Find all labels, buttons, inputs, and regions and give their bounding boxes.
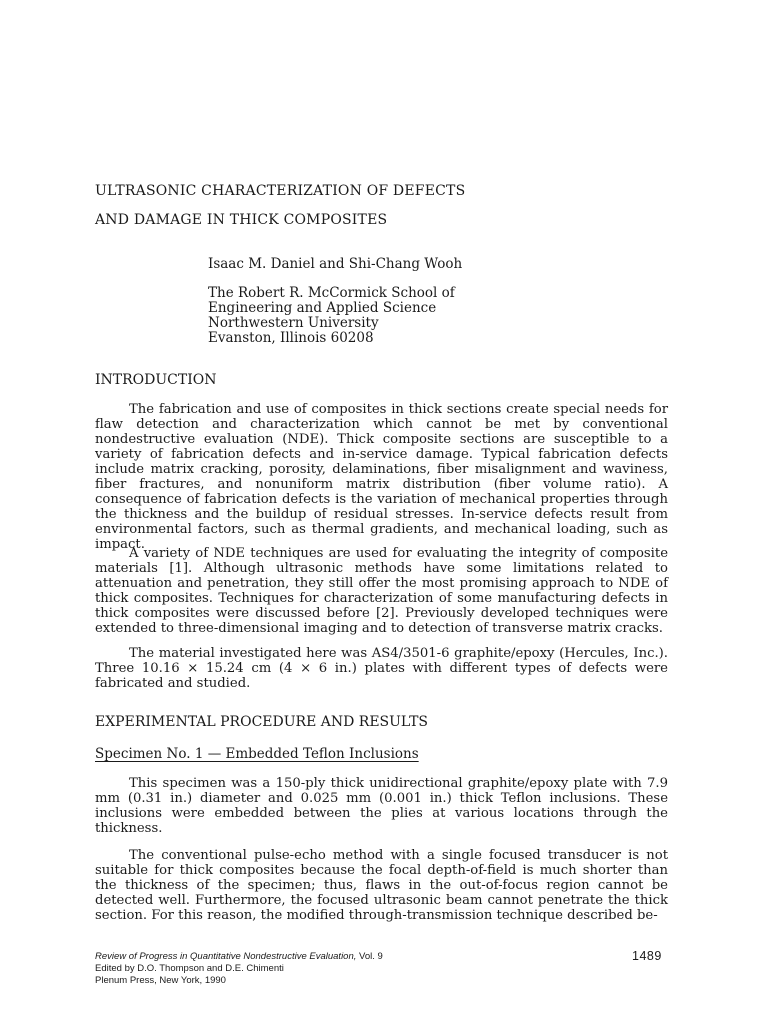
paragraph-specimen-1: This specimen was a 150-ply thick unidirectional graphite/epoxy plate with 7.9 mm (0.31 in.) diameter and 0.025 mm (0.001 in.) thick Teflon inclusions. These inclusions were embedded between the plies at various locations through the thickness. [95, 776, 668, 836]
page-number: 1489 [632, 949, 662, 963]
paper-title-line-2: AND DAMAGE IN THICK COMPOSITES [95, 212, 388, 228]
subsection-heading-specimen-1: Specimen No. 1 — Embedded Teflon Inclusions [95, 746, 419, 762]
section-heading-experimental: EXPERIMENTAL PROCEDURE AND RESULTS [95, 714, 429, 730]
footer-publisher: Plenum Press, New York, 1990 [95, 975, 226, 986]
footer-citation [95, 951, 383, 987]
affiliation-line: The Robert R. McCormick School of [208, 285, 455, 301]
paragraph-specimen-2: The conventional pulse-echo method with a single focused transducer is not suitable for thick composites because the focal depth-of-field is much shorter than the thickness of the specimen; thus, flaws in the out-of-focus region cannot be detected well. Furthermore, the focused ultrasonic beam cannot penetrate the thick section. For this reason, the modified through-transmission technique described be- [95, 848, 668, 923]
paragraph-intro-1: The fabrication and use of composites in thick sections create special needs for flaw detection and characterization which cannot be met by conventional nondestructive evaluation (NDE). Thick composite sections are susceptible to a variety of fabrication defects and in-service damage. Typical fabrication defects include matrix cracking, porosity, delaminations, fiber misalignment and waviness, fiber fractures, and nonuniform matrix distribution (fiber volume ratio). A consequence of fabrication defects is the variation of mechanical properties through the thickness and the buildup of residual stresses. In-service defects result from environmental factors, such as thermal gradients, and mechanical loading, such as impact. [95, 402, 668, 552]
affiliation-line: Engineering and Applied Science [208, 300, 437, 316]
footer-editors: Edited by D.O. Thompson and D.E. Chimenti [95, 963, 284, 974]
authors: Isaac M. Daniel and Shi-Chang Wooh [208, 256, 463, 272]
footer-journal: Review of Progress in Quantitative Nondestructive Evaluation, [95, 951, 357, 962]
affiliation-line: Evanston, Illinois 60208 [208, 330, 374, 346]
affiliation [208, 286, 455, 346]
paragraph-intro-2: A variety of NDE techniques are used for evaluating the integrity of composite materials [1]. Although ultrasonic methods have some limitations related to attenuation and penetration, they still offer the most promising approach to NDE of thick composites. Techniques for characterization of some manufacturing defects in thick composites were discussed before [2]. Previously developed techniques were extended to three-dimensional imaging and to detection of transverse matrix cracks. [95, 546, 668, 636]
affiliation-line: Northwestern University [208, 315, 379, 331]
section-heading-introduction: INTRODUCTION [95, 372, 217, 388]
footer-volume: Vol. 9 [356, 951, 383, 962]
paper-title-line-1: ULTRASONIC CHARACTERIZATION OF DEFECTS [95, 183, 466, 199]
paragraph-intro-3: The material investigated here was AS4/3501-6 graphite/epoxy (Hercules, Inc.). Three 10.16 × 15.24 cm (4 × 6 in.) plates with different types of defects were fabricated and studied. [95, 646, 668, 691]
